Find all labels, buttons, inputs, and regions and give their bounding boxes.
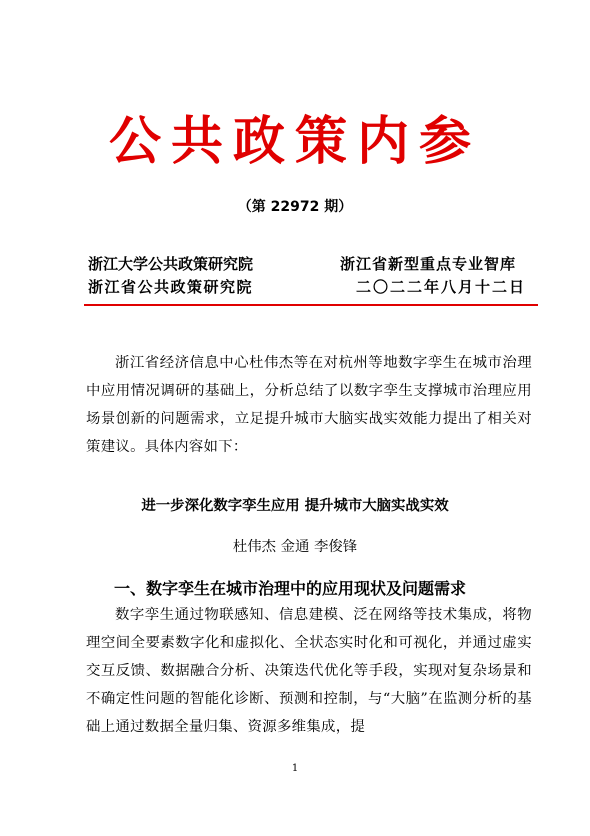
section-heading: 一、数字孪生在城市治理中的应用现状及问题需求 <box>114 579 467 598</box>
institution-left-2: 浙江省公共政策研究院 <box>88 278 254 296</box>
intro-paragraph: 浙江省经济信息中心杜伟杰等在对杭州等地数字孪生在城市治理中应用情况调研的基础上，分析总结了以数字孪生支撑城市治理应用场景创新的问题需求，立足提升城市大脑实战实效能力提出了相关对策建议。具体内容如下： <box>86 355 532 455</box>
header-rule <box>84 304 538 306</box>
issue-number: （第 22972 期） <box>237 199 353 215</box>
section-body: 数字孪生通过物联感知、信息建模、泛在网络等技术集成，将物理空间全要素数字化和虚拟化、全状态实时化和可视化，并通过虚实交互反馈、数据融合分析、决策迭代优化等手段，实现对复杂场景和不确定性问题的智能化诊断、预测和控制，与“大脑”在监测分析的基础上通过数据全量归集、资源多维集成，提 <box>86 607 532 735</box>
article-title: 进一步深化数字孪生应用 提升城市大脑实战实效 <box>141 498 449 514</box>
page-number: 1 <box>291 763 299 774</box>
institution-right-1: 浙江省新型重点专业智库 <box>340 255 517 273</box>
article-authors: 杜伟杰 金通 李俊锋 <box>232 539 358 555</box>
institution-left-1: 浙江大学公共政策研究院 <box>88 255 254 273</box>
publish-date: 二〇二二年八月十二日 <box>356 278 527 296</box>
masthead-title: 公共政策内参 <box>108 111 481 172</box>
